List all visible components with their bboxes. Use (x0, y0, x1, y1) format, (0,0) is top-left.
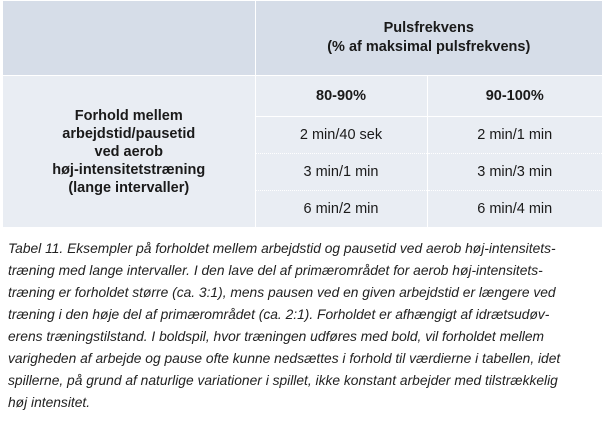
row-label-line: høj-intensitetstræning (52, 161, 206, 178)
row-label-line: ved aerob (94, 143, 163, 160)
caption-line: erens træningstilstand. I boldspil, hvor træningen udføres med bold, vil forholdet mellem (8, 329, 545, 344)
row-label-line: (lange intervaller) (68, 179, 190, 196)
table-header-row (3, 1, 602, 76)
table-corner-cell (3, 1, 255, 76)
caption-line: træning med lange intervaller. I den lave del af primærområdet for aerob høj-intensitets- (8, 263, 543, 278)
caption-line: spillerne, på grund af naturlige variationer i spillet, ikke konstant arbejder med tilstrækkelig (8, 373, 558, 388)
caption-line: træning er forholdet større (ca. 3:1), mens pausen ved en given arbejdstid er længere ved (8, 285, 556, 300)
caption-line: Tabel 11. Eksempler på forholdet mellem arbejdstid og pausetid ved aerob høj-intensitets- (8, 241, 556, 256)
table-caption (8, 238, 602, 414)
caption-line: varigheden af arbejde og pause ofte kunne nedsættes i forhold til værdierne i tabellen, idet (8, 351, 561, 366)
table-subheader-row (3, 76, 602, 117)
group-header (255, 1, 602, 76)
heart-rate-ratio-table (3, 1, 602, 227)
row-label-line: Forhold mellem (74, 107, 183, 124)
group-header-line: Pulsfrekvens (383, 20, 474, 36)
row-label-line: arbejdstid/pausetid (62, 125, 196, 142)
row-label (3, 76, 255, 228)
table-cell: 6 min/2 min (255, 191, 427, 228)
caption-line: træning i den høje del af primærområdet (ca. 2:1). Forholdet er afhængigt af idrætsudøv- (8, 307, 550, 322)
table-cell: 3 min/3 min (427, 154, 602, 191)
caption-line: høj intensitet. (8, 395, 91, 410)
group-header-line: (% af maksimal pulsfrekvens) (327, 39, 531, 55)
table-cell: 2 min/40 sek (255, 117, 427, 154)
table-cell: 6 min/4 min (427, 191, 602, 228)
table-cell: 3 min/1 min (255, 154, 427, 191)
column-header-90-100: 90-100% (427, 76, 602, 117)
column-header-80-90: 80-90% (255, 76, 427, 117)
table-cell: 2 min/1 min (427, 117, 602, 154)
